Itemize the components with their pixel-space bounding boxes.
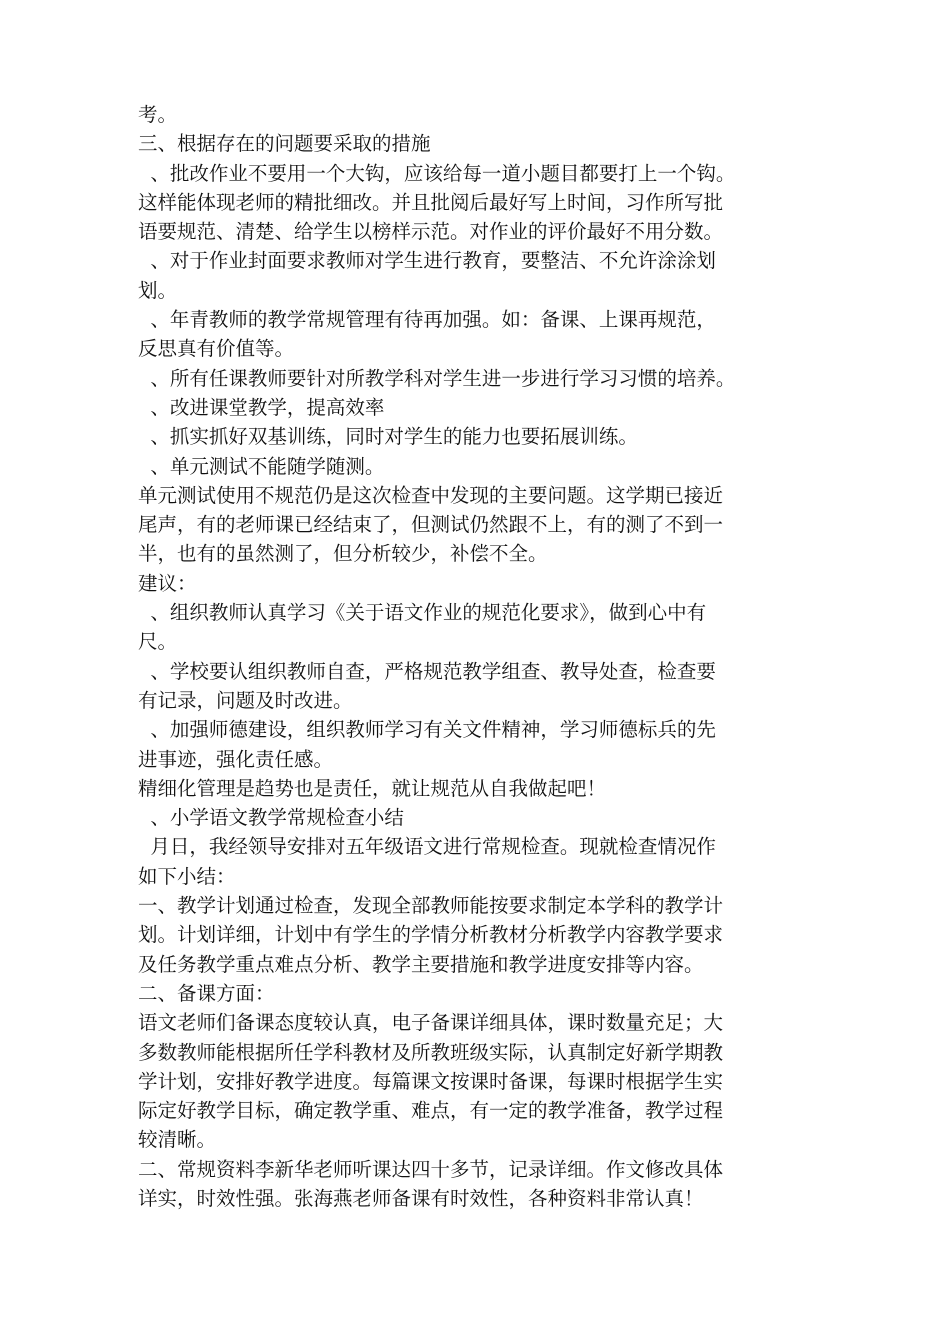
text-line: 及任务教学重点难点分析、教学主要措施和教学进度安排等内容。 — [138, 952, 704, 976]
text-line: 精细化管理是趋势也是责任，就让规范从自我做起吧！ — [138, 776, 607, 800]
text-line: 这样能体现老师的精批细改。并且批阅后最好写上时间，习作所写批 — [138, 190, 724, 214]
section-heading: 、小学语文教学常规检查小结 — [138, 806, 404, 830]
document-body — [138, 100, 838, 1213]
text-line: 一、教学计划通过检查，发现全部教师能按要求制定本学科的教学计 — [138, 894, 724, 918]
text-line: 月日，我经领导安排对五年级语文进行常规检查。现就检查情况作 — [138, 835, 716, 859]
text-line: 、学校要认组织教师自查，严格规范教学组查、教导处查，检查要 — [138, 659, 716, 683]
text-line: 、批改作业不要用一个大钩，应该给每一道小题目都要打上一个钩。 — [138, 161, 736, 185]
text-line: 有记录，问题及时改进。 — [138, 688, 353, 712]
text-line: 划。 — [138, 278, 178, 302]
text-line: 考。 — [138, 103, 178, 126]
text-line: 如下小结： — [138, 864, 236, 888]
text-line: 多数教师能根据所任学科教材及所教班级实际，认真制定好新学期教 — [138, 1040, 724, 1064]
text-line: 、组织教师认真学习《关于语文作业的规范化要求》，做到心中有 — [138, 601, 707, 625]
text-line: 际定好教学目标，确定教学重、难点，有一定的教学准备，教学过程 — [138, 1099, 724, 1123]
text-line: 、抓实抓好双基训练，同时对学生的能力也要拓展训练。 — [138, 425, 638, 449]
text-line: 反思真有价值等。 — [138, 337, 295, 361]
text-line: 学计划，安排好教学进度。每篇课文按课时备课，每课时根据学生实 — [138, 1069, 724, 1093]
text-line: 、年青教师的教学常规管理有待再加强。如：备课、上课再规范， — [138, 308, 716, 332]
text-line: 二、常规资料李新华老师听课达四十多节，记录详细。作文修改具体 — [138, 1157, 724, 1181]
text-line: 尺。 — [138, 630, 178, 654]
text-line: 划。计划详细，计划中有学生的学情分析教材分析教学内容教学要求 — [138, 923, 724, 947]
section-heading: 三、根据存在的问题要采取的措施 — [138, 132, 431, 156]
text-line: 语要规范、清楚、给学生以榜样示范。对作业的评价最好不用分数。 — [138, 220, 724, 244]
text-line: 单元测试使用不规范仍是这次检查中发现的主要问题。这学期已接近 — [138, 483, 724, 507]
section-heading: 二、备课方面： — [138, 981, 275, 1005]
text-line: 语文老师们备课态度较认真，电子备课详细具体，课时数量充足；大 — [138, 1011, 724, 1035]
text-line: 尾声，有的老师课已经结束了，但测试仍然跟不上，有的测了不到一 — [138, 513, 724, 537]
text-line: 进事迹，强化责任感。 — [138, 747, 334, 771]
text-line: 较清晰。 — [138, 1128, 217, 1152]
section-heading: 建议： — [138, 571, 197, 595]
text-line: 详实，时效性强。张海燕老师备课有时效性，各种资料非常认真！ — [138, 1186, 704, 1210]
text-line: 、改进课堂教学，提高效率 — [138, 395, 385, 419]
text-line: 、单元测试不能随学随测。 — [138, 454, 385, 478]
text-line: 、对于作业封面要求教师对学生进行教育，要整洁、不允许涂涂划 — [138, 249, 716, 273]
text-line: 、所有任课教师要针对所教学科对学生进一步进行学习习惯的培养。 — [138, 366, 736, 390]
text-line: 、加强师德建设，组织教师学习有关文件精神，学习师德标兵的先 — [138, 718, 716, 742]
text-line: 半，也有的虽然测了，但分析较少，补偿不全。 — [138, 542, 548, 566]
